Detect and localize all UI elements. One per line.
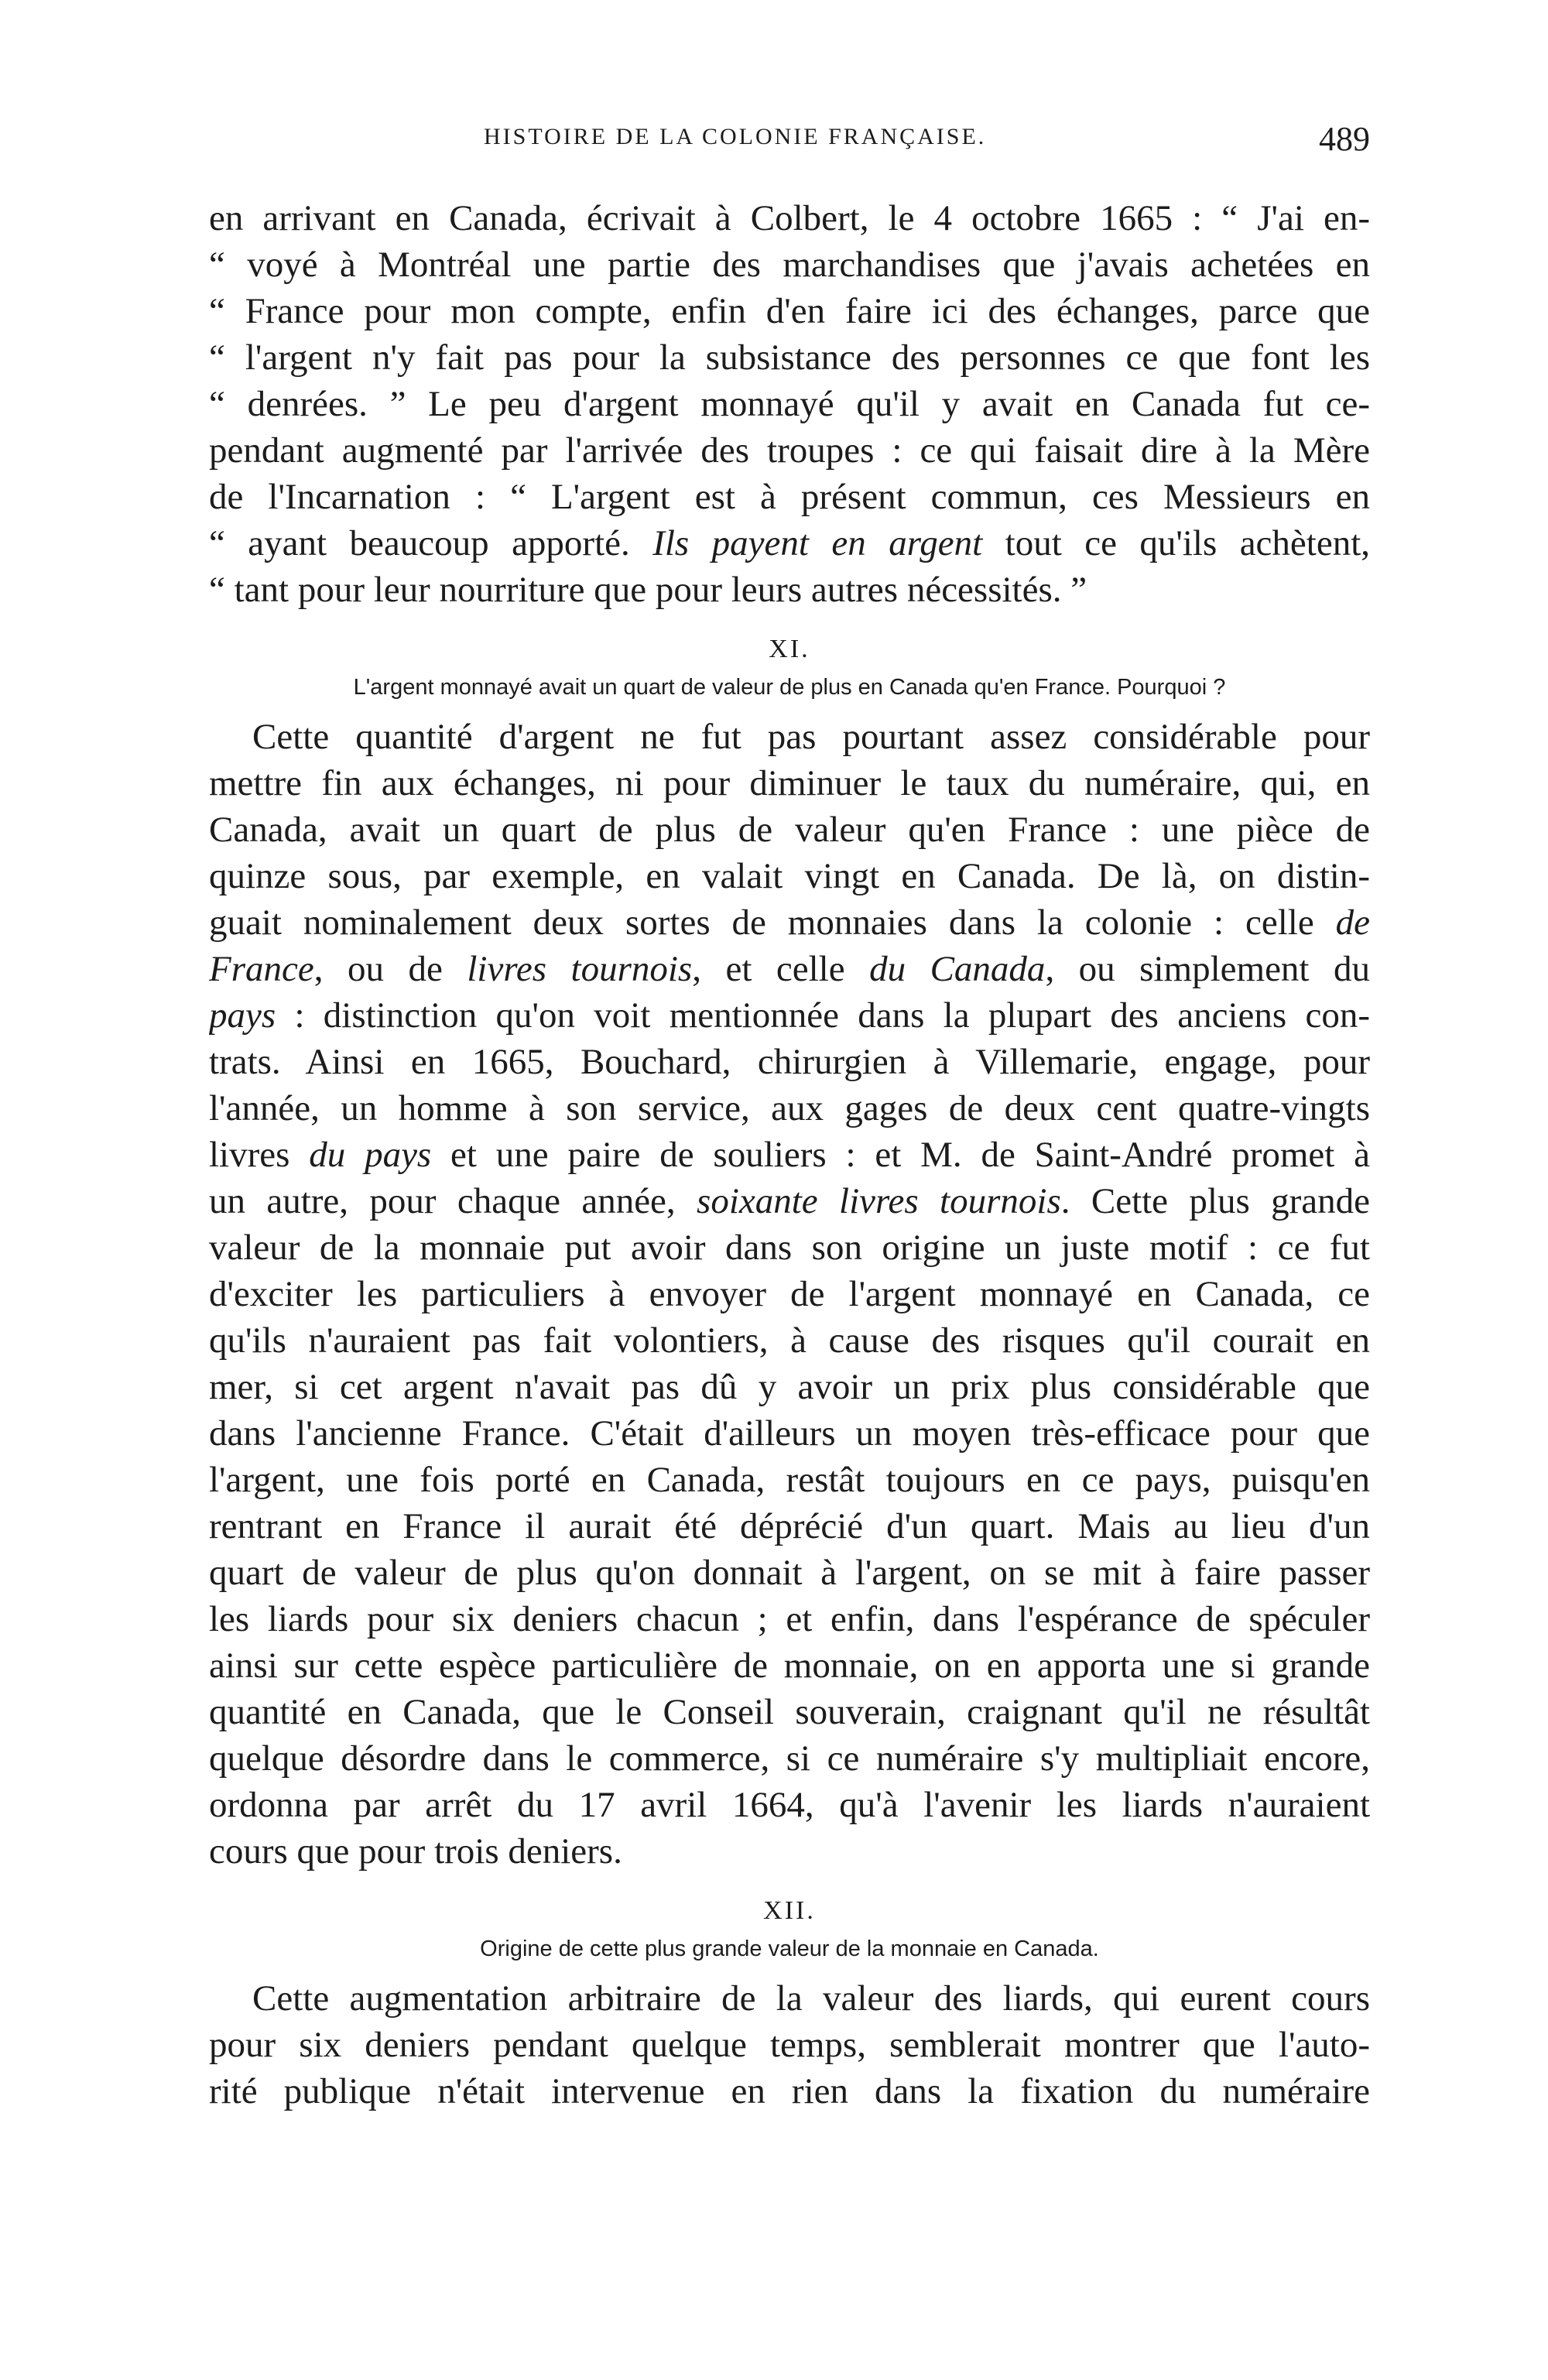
section-subtitle: L'argent monnayé avait un quart de valeur de plus en Canada qu'en France. Pourquoi ?	[353, 675, 1226, 700]
running-title: HISTOIRE DE LA COLONIE FRANÇAISE.	[484, 124, 987, 149]
page-number: 489	[1319, 120, 1370, 158]
text-line: pendant augmenté par l'arrivée des troupes : ce qui faisait dire à la Mère	[209, 430, 1370, 471]
text-line	[209, 520, 1370, 567]
text-line: qu'ils n'auraient pas fait volontiers, à cause des risques qu'il courait en	[209, 1320, 1370, 1361]
text-line	[209, 946, 1370, 992]
text-line: Cette quantité d'argent ne fut pas pourtant assez considérable pour	[252, 717, 1370, 757]
running-head	[209, 120, 1370, 170]
italic-text-run: de	[1335, 902, 1370, 943]
text-line: Canada, avait un quart de plus de valeur qu'en France : une pièce de	[209, 810, 1370, 850]
paragraph-continuation	[209, 195, 1370, 613]
text-line: en arrivant en Canada, écrivait à Colbert, le 4 octobre 1665 : “ J'ai en-	[209, 198, 1370, 238]
text-line: valeur de la monnaie put avoir dans son origine un juste motif : ce fut	[209, 1228, 1370, 1268]
text-line: l'année, un homme à son service, aux gages de deux cent quatre-vingts	[209, 1088, 1370, 1128]
text-line: quinze sous, par exemple, en valait vingt en Canada. De là, on distin-	[209, 856, 1370, 896]
text-line	[209, 1132, 1370, 1178]
text-run: tout ce qu'ils achètent,	[982, 523, 1370, 563]
text-line: les liards pour six deniers chacun ; et enfin, dans l'espérance de spéculer	[209, 1599, 1370, 1639]
text-line: “ tant pour leur nourriture que pour leurs autres nécessités. ”	[209, 570, 1087, 610]
text-line	[209, 992, 1370, 1039]
text-line: “ l'argent n'y fait pas pour la subsistance des personnes ce que font les	[209, 337, 1370, 378]
paragraph	[209, 1975, 1370, 2115]
text-line: “ France pour mon compte, enfin d'en faire ici des échanges, parce que	[209, 291, 1370, 331]
italic-text-run: France	[209, 949, 314, 989]
text-line: ordonna par arrêt du 17 avril 1664, qu'à l'avenir les liards n'auraient	[209, 1785, 1370, 1825]
text-run: et une paire de souliers : et M. de Saint-André promet à	[431, 1135, 1370, 1175]
text-line	[209, 1178, 1370, 1224]
text-line: quantité en Canada, que le Conseil souverain, craignant qu'il ne résultât	[209, 1692, 1370, 1732]
italic-text-run: du Canada	[869, 949, 1046, 989]
section-number: XII.	[763, 1896, 816, 1925]
italic-text-run: soixante livres tournois	[697, 1181, 1061, 1221]
text-line: quart de valeur de plus qu'on donnait à l'argent, on se mit à faire passer	[209, 1553, 1370, 1593]
text-run: , ou de	[313, 949, 467, 989]
text-line: d'exciter les particuliers à envoyer de l'argent monnayé en Canada, ce	[209, 1274, 1370, 1314]
section-subtitle: Origine de cette plus grande valeur de la monnaie en Canada.	[480, 1937, 1099, 1961]
text-line: ainsi sur cette espèce particulière de monnaie, on en apporta une si grande	[209, 1645, 1370, 1686]
paragraph	[209, 714, 1370, 1875]
italic-text-run: du pays	[309, 1135, 432, 1175]
text-line: Cette augmentation arbitraire de la valeur des liards, qui eurent cours	[252, 1978, 1370, 2019]
text-line: cours que pour trois deniers.	[209, 1831, 622, 1871]
text-run: “ ayant beaucoup apporté.	[209, 523, 653, 563]
text-run: livres	[209, 1135, 310, 1175]
text-line: trats. Ainsi en 1665, Bouchard, chirurgien à Villemarie, engage, pour	[209, 1042, 1370, 1082]
text-line: pour six deniers pendant quelque temps, semblerait montrer que l'auto-	[209, 2025, 1370, 2065]
text-line: mer, si cet argent n'avait pas dû y avoir un prix plus considérable que	[209, 1367, 1370, 1407]
text-line	[209, 899, 1370, 946]
italic-text-run: pays	[209, 995, 276, 1036]
text-line: quelque désordre dans le commerce, si ce numéraire s'y multipliait encore,	[209, 1738, 1370, 1779]
text-line: rentrant en France il aurait été déprécié d'un quart. Mais au lieu d'un	[209, 1506, 1370, 1546]
text-run: un autre, pour chaque année,	[209, 1181, 697, 1221]
italic-text-run: livres tournois	[467, 949, 693, 989]
text-line: l'argent, une fois porté en Canada, restât toujours en ce pays, puisqu'en	[209, 1460, 1370, 1500]
text-run: guait nominalement deux sortes de monnaies dans la colonie : celle	[209, 902, 1336, 943]
section-number: XI.	[769, 635, 810, 663]
text-run: : distinction qu'on voit mentionnée dans la plupart des anciens con-	[276, 995, 1370, 1036]
text-block	[209, 195, 1370, 2115]
italic-text-run: Ils payent en argent	[652, 523, 983, 563]
text-line: mettre fin aux échanges, ni pour diminuer le taux du numéraire, qui, en	[209, 763, 1370, 803]
text-line: “ voyé à Montréal une partie des marchandises que j'avais achetées en	[209, 245, 1370, 285]
text-line: de l'Incarnation : “ L'argent est à présent commun, ces Messieurs en	[209, 477, 1370, 517]
text-run: , et celle	[692, 949, 870, 989]
text-run: . Cette plus grande	[1060, 1181, 1370, 1221]
text-line: rité publique n'était intervenue en rien dans la fixation du numéraire	[209, 2071, 1370, 2111]
text-line: dans l'ancienne France. C'était d'ailleurs un moyen très-efficace pour que	[209, 1413, 1370, 1454]
text-line: “ denrées. ” Le peu d'argent monnayé qu'il y avait en Canada fut ce-	[209, 384, 1370, 424]
text-run: , ou simplement du	[1045, 949, 1370, 989]
